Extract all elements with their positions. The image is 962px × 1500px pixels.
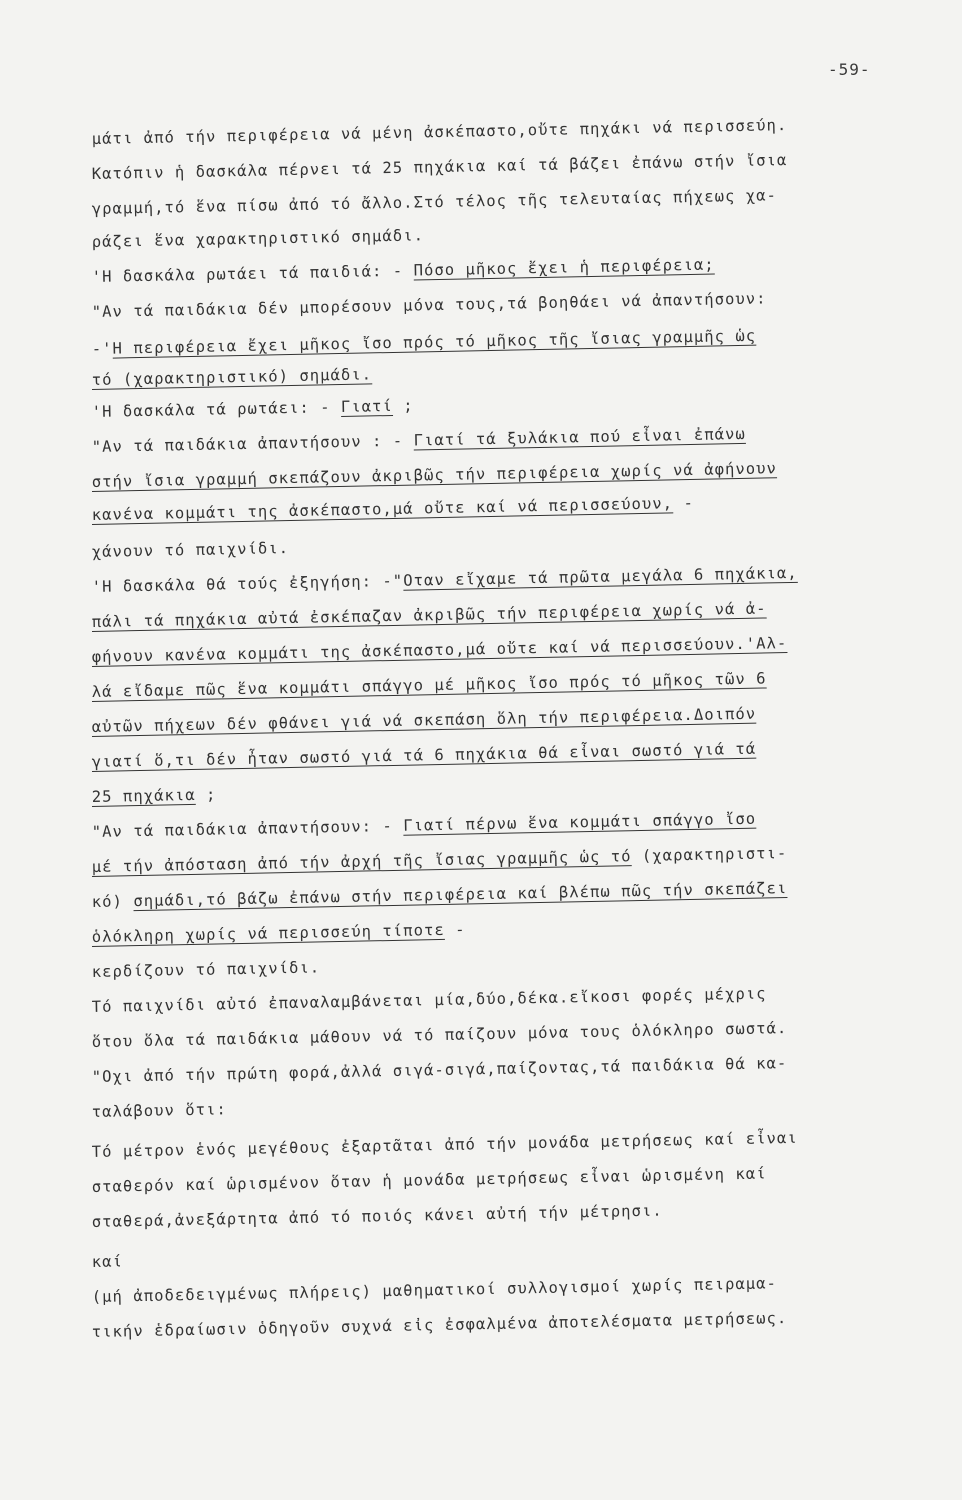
underlined-text: 25 πηχάκια <box>91 785 196 806</box>
text-line <box>92 958 321 981</box>
text-line <box>92 921 466 946</box>
text-line <box>92 705 757 736</box>
text-line <box>92 327 757 358</box>
text-line <box>92 984 767 1016</box>
text-line <box>92 494 694 524</box>
text-line <box>92 425 746 456</box>
line-text: Κατόπιν ἡ δασκάλα πέρνει τά 25 πηχάκια καί τά βάζει ἐπάνω στήν ἴσια <box>91 151 788 183</box>
underlined-text: γιατί ὅ,τι δέν ἦταν σωστό γιά τά 6 πηχάκια θά εἶναι σωστό γιά τά <box>91 739 757 771</box>
line-text: "Αν τά παιδάκια ἀπαντήσουν: - <box>91 816 404 841</box>
underlined-text: Γιατί τά ξυλάκια πού εἶναι ἐπάνω <box>413 424 746 450</box>
text-line <box>92 1019 788 1051</box>
line-text: ταλάβουν ὅτι: <box>91 1100 227 1121</box>
text-line <box>92 397 414 421</box>
text-line <box>92 226 425 251</box>
text-line <box>92 1252 124 1271</box>
line-text: τικήν ἑδραίωσιν ὁδηγοῦν συχνά εἰς ἐσφαλμένα ἀποτελέσματα μετρήσεως. <box>91 1309 788 1341</box>
line-text: Τό παιχνίδι αὐτό ἐπαναλαμβάνεται μία,δύο,δέκα.εἴκοσι φορές μέχρις <box>91 984 767 1016</box>
line-text: "Οχι ἀπό τήν πρώτη φορά,ἀλλά σιγά-σιγά,παίζοντας,τά παιδάκια θά κα- <box>91 1054 788 1086</box>
line-text: 'Η δασκάλα ρωτάει τά παιδιά: - <box>91 261 414 286</box>
line-text: κό) <box>91 892 134 911</box>
text-line <box>92 365 373 389</box>
underlined-text: λά εἴδαμε πῶς ἕνα κομμάτι σπάγγο μέ μῆκος ἴσο πρός τό μῆκος τῶν 6 <box>91 669 767 701</box>
underlined-text: Η περιφέρεια ἔχει μῆκος ἴσο πρός τό μῆκος τῆς ἴσιας γραμμῆς ὡς <box>112 326 757 358</box>
line-text: - <box>444 920 466 939</box>
text-line <box>92 1309 788 1341</box>
line-text: ράζει ἕνα χαρακτηριστικό σημάδι. <box>91 226 425 251</box>
page-number: -59- <box>828 60 871 79</box>
text-line <box>92 879 788 911</box>
text-line <box>92 256 715 286</box>
line-text: 'Η δασκάλα θά τούς ἐξηγήση: -" <box>91 571 404 596</box>
line-text: σταθερόν καί ὡρισμένον ὅταν ἡ μονάδα μετρήσεως εἶναι ὡρισμένη καί <box>91 1164 767 1196</box>
text-line <box>92 539 290 561</box>
underlined-text: σημάδι,τό βάζω ἐπάνω στήν περιφέρεια καί βλέπω πῶς τήν σκεπάζει <box>133 879 788 911</box>
line-text: μάτι ἀπό τήν περιφέρεια νά μένη ἀσκέπαστο,οὔτε πηχάκι νά περισσεύη. <box>91 116 788 148</box>
text-line <box>92 634 788 666</box>
line-text: "Αν τά παιδάκια ἀπαντήσουν : - <box>91 431 414 456</box>
underlined-text: τό (χαρακτηριστικό) σημάδι. <box>91 365 373 389</box>
line-text: -' <box>91 339 113 358</box>
line-text: ; <box>195 785 217 804</box>
underlined-text: φήνουν κανένα κομμάτι της ἀσκέπαστο,μά οὔτε καί νά περισσεύουν.'Αλ- <box>91 634 788 666</box>
text-line <box>92 669 767 701</box>
line-text: ὅτου ὅλα τά παιδάκια μάθουν νά τό παίζουν μόνα τους ὁλόκληρο σωστά. <box>91 1019 788 1051</box>
underlined-text: ὁλόκληρη χωρίς νά περισσεύη τίποτε <box>91 920 445 946</box>
text-line <box>92 786 217 806</box>
line-text: ; <box>392 396 414 415</box>
line-text: καί <box>91 1252 124 1271</box>
line-text: Τό μέτρον ἑνός μεγέθους ἐξαρτᾶται ἀπό τήν μονάδα μετρήσεως καί εἶναι <box>91 1128 798 1161</box>
underlined-text: στήν ἴσια γραμμή σκεπάζουν ἀκριβῶς τήν περιφέρεια χωρίς νά ἀφήνουν <box>91 459 778 491</box>
line-text: - <box>672 493 695 513</box>
line-text: γραμμή,τό ἕνα πίσω ἀπό τό ἄλλο.Στό τέλος τῆς τελευταίας πήχεως χα- <box>91 186 778 218</box>
underlined-text: Γιατί πέρνω ἕνα κομμάτι σπάγγο ἴσο <box>403 809 757 835</box>
text-line <box>92 289 767 321</box>
text-line <box>92 1164 767 1196</box>
text-line <box>92 564 798 596</box>
underlined-text: Οταν εἴχαμε τά πρῶτα μεγάλα 6 πηχάκια, <box>403 563 798 590</box>
text-line <box>92 1100 227 1121</box>
underlined-text: μέ τήν ἀπόσταση ἀπό τήν ἀρχή τῆς ἴσιας γραμμῆς ὡς τό <box>91 847 632 876</box>
text-line <box>92 459 777 491</box>
underlined-text: Πόσο μῆκος ἔχει ἡ περιφέρεια; <box>413 255 715 280</box>
underlined-text: Γιατί <box>340 396 394 416</box>
underlined-text: αὐτῶν πήχεων δέν φθάνει γιά νά σκεπάση ὅλη τήν περιφέρεια.Δοιπόν <box>91 704 757 736</box>
line-text: 'Η δασκάλα τά ρωτάει: - <box>91 398 342 421</box>
text-line <box>92 1054 788 1086</box>
text-line <box>92 151 788 183</box>
text-line <box>92 740 757 771</box>
text-line <box>92 1202 663 1231</box>
underlined-text: κανένα κομμάτι της ἀσκέπαστο,μά οὔτε καί νά περισσεύουν, <box>91 494 674 524</box>
text-line <box>92 116 788 148</box>
line-text: (μή ἀποδεδειγμένως πλήρεις) μαθηματικοί συλλογισμοί χωρίς πειραμα- <box>91 1274 778 1306</box>
text-line <box>92 810 757 841</box>
text-line <box>92 1129 798 1161</box>
text-line <box>92 186 777 218</box>
line-text: (χαρακτηριστι- <box>631 844 788 866</box>
line-text: "Αν τά παιδάκια δέν μπορέσουν μόνα τους,τά βοηθάει νά ἀπαντήσουν: <box>91 289 767 321</box>
text-line <box>92 599 767 631</box>
line-text: κερδίζουν τό παιχνίδι. <box>91 958 321 981</box>
text-line <box>92 1274 777 1306</box>
line-text: σταθερά,ἀνεξάρτητα ἀπό τό ποιός κάνει αὐτή τήν μέτρησι. <box>91 1201 663 1231</box>
line-text: χάνουν τό παιχνίδι. <box>91 539 290 561</box>
underlined-text: πάλι τά πηχάκια αὐτά ἐσκέπαζαν ἀκριβῶς τήν περιφέρεια χωρίς νά ἀ- <box>91 599 767 631</box>
text-line <box>92 844 788 876</box>
